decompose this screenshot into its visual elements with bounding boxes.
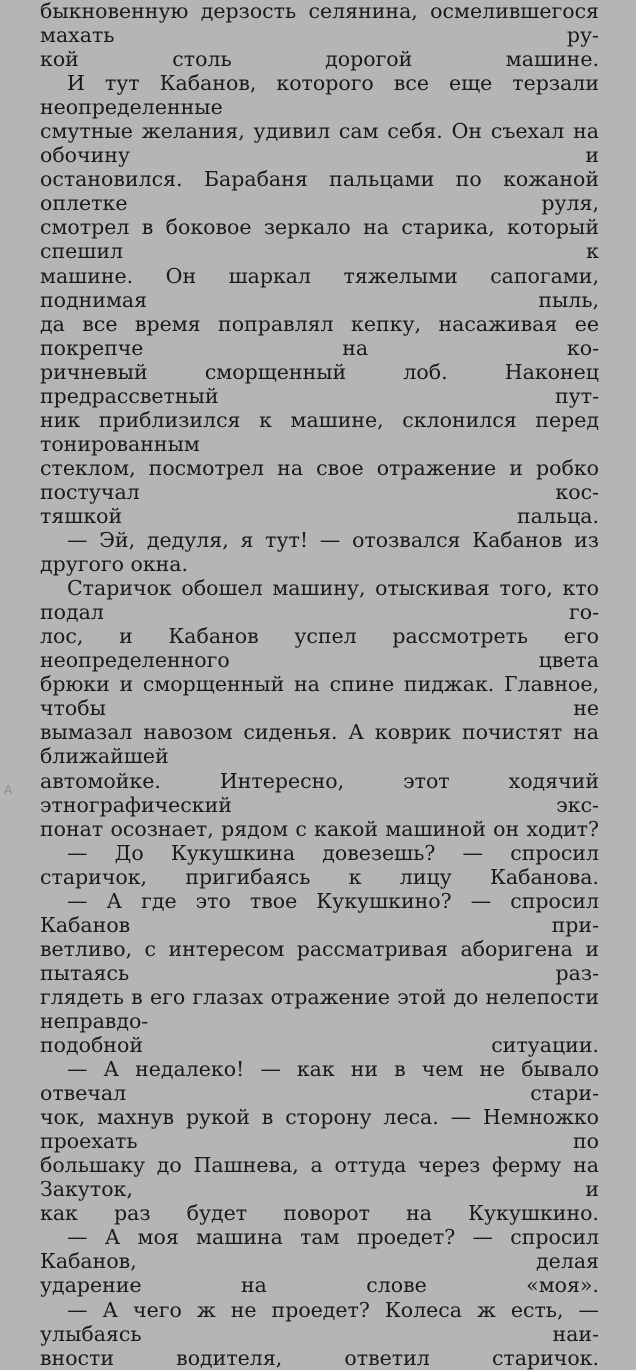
text-line: остановился. Барабаня пальцами по кожаной оплетке руля,: [40, 167, 599, 216]
text-line: подобной ситуации.: [40, 1033, 599, 1058]
text-line: чок, махнув рукой в сторону леса. — Немножко проехать по: [40, 1105, 599, 1154]
paragraph-2: [40, 71, 599, 528]
text-line: смутные желания, удивил сам себя. Он съехал на обочину и: [40, 119, 599, 168]
text-line: тяшкой пальца.: [40, 503, 599, 528]
paragraph-3: [40, 528, 599, 576]
text-line: как раз будет поворот на Кукушкино.: [40, 1201, 599, 1226]
paragraph-5: [40, 841, 599, 889]
paragraph-1: [40, 0, 599, 71]
text-line: быкновенную дерзость селянина, осмелившегося махать ру-: [40, 0, 599, 48]
text-line: машине. Он шаркал тяжелыми сапогами, поднимая пыль,: [40, 263, 599, 312]
paragraph-4: [40, 576, 599, 841]
text-line: да все время поправлял кепку, насаживая ее покрепче на ко-: [40, 311, 599, 360]
text-line: вности водителя, ответил старичок.: [40, 1345, 599, 1370]
text-line: ричневый сморщенный лоб. Наконец предрассветный пут-: [40, 359, 599, 408]
text-line: — До Кукушкина довезешь? — спросил старичок, пригибаясь к лицу Кабанова.: [40, 840, 599, 889]
text-line: И тут Кабанов, которого все еще терзали неопределенные: [40, 71, 599, 120]
page-text: [40, 0, 599, 1370]
text-line: — А где это твое Кукушкино? — спросил Кабанов при-: [40, 888, 599, 937]
text-line: кой столь дорогой машине.: [40, 47, 599, 72]
paragraph-8: [40, 1225, 599, 1297]
paragraph-7: [40, 1057, 599, 1225]
text-line: — А недалеко! — как ни в чем не бывало отвечал стари-: [40, 1057, 599, 1106]
corner-mark: А: [4, 783, 13, 797]
text-line: ветливо, с интересом рассматривая аборигена и пытаясь раз-: [40, 936, 599, 985]
text-line: брюки и сморщенный на спине пиджак. Главное, чтобы не: [40, 672, 599, 721]
text-line: понат осознает, рядом с какой машиной он ходит?: [40, 816, 599, 841]
text-line: лос, и Кабанов успел рассмотреть его неопределенного цвета: [40, 624, 599, 673]
text-line: Старичок обошел машину, отыскивая того, кто подал го-: [40, 576, 599, 625]
text-line: — Эй, дедуля, я тут! — отозвался Кабанов из другого окна.: [40, 528, 599, 577]
text-line: глядеть в его глазах отражение этой до нелепости неправдо-: [40, 984, 599, 1033]
text-line: автомойке. Интересно, этот ходячий этнографический экс-: [40, 768, 599, 817]
text-line: ник приблизился к машине, склонился перед тонированным: [40, 407, 599, 456]
paragraph-6: [40, 889, 599, 1057]
text-line: ударение на слове «моя».: [40, 1273, 599, 1298]
text-line: — А чего ж не проедет? Колеса ж есть, — улыбаясь наи-: [40, 1297, 599, 1346]
text-line: вымазал навозом сиденья. А коврик почистят на ближайшей: [40, 720, 599, 769]
text-line: — А моя машина там проедет? — спросил Кабанов, делая: [40, 1225, 599, 1274]
text-line: смотрел в боковое зеркало на старика, который спешил к: [40, 215, 599, 264]
text-line: большаку до Пашнева, а оттуда через ферму на Закуток, и: [40, 1153, 599, 1202]
text-line: стеклом, посмотрел на свое отражение и робко постучал кос-: [40, 455, 599, 504]
paragraph-9: [40, 1298, 599, 1370]
